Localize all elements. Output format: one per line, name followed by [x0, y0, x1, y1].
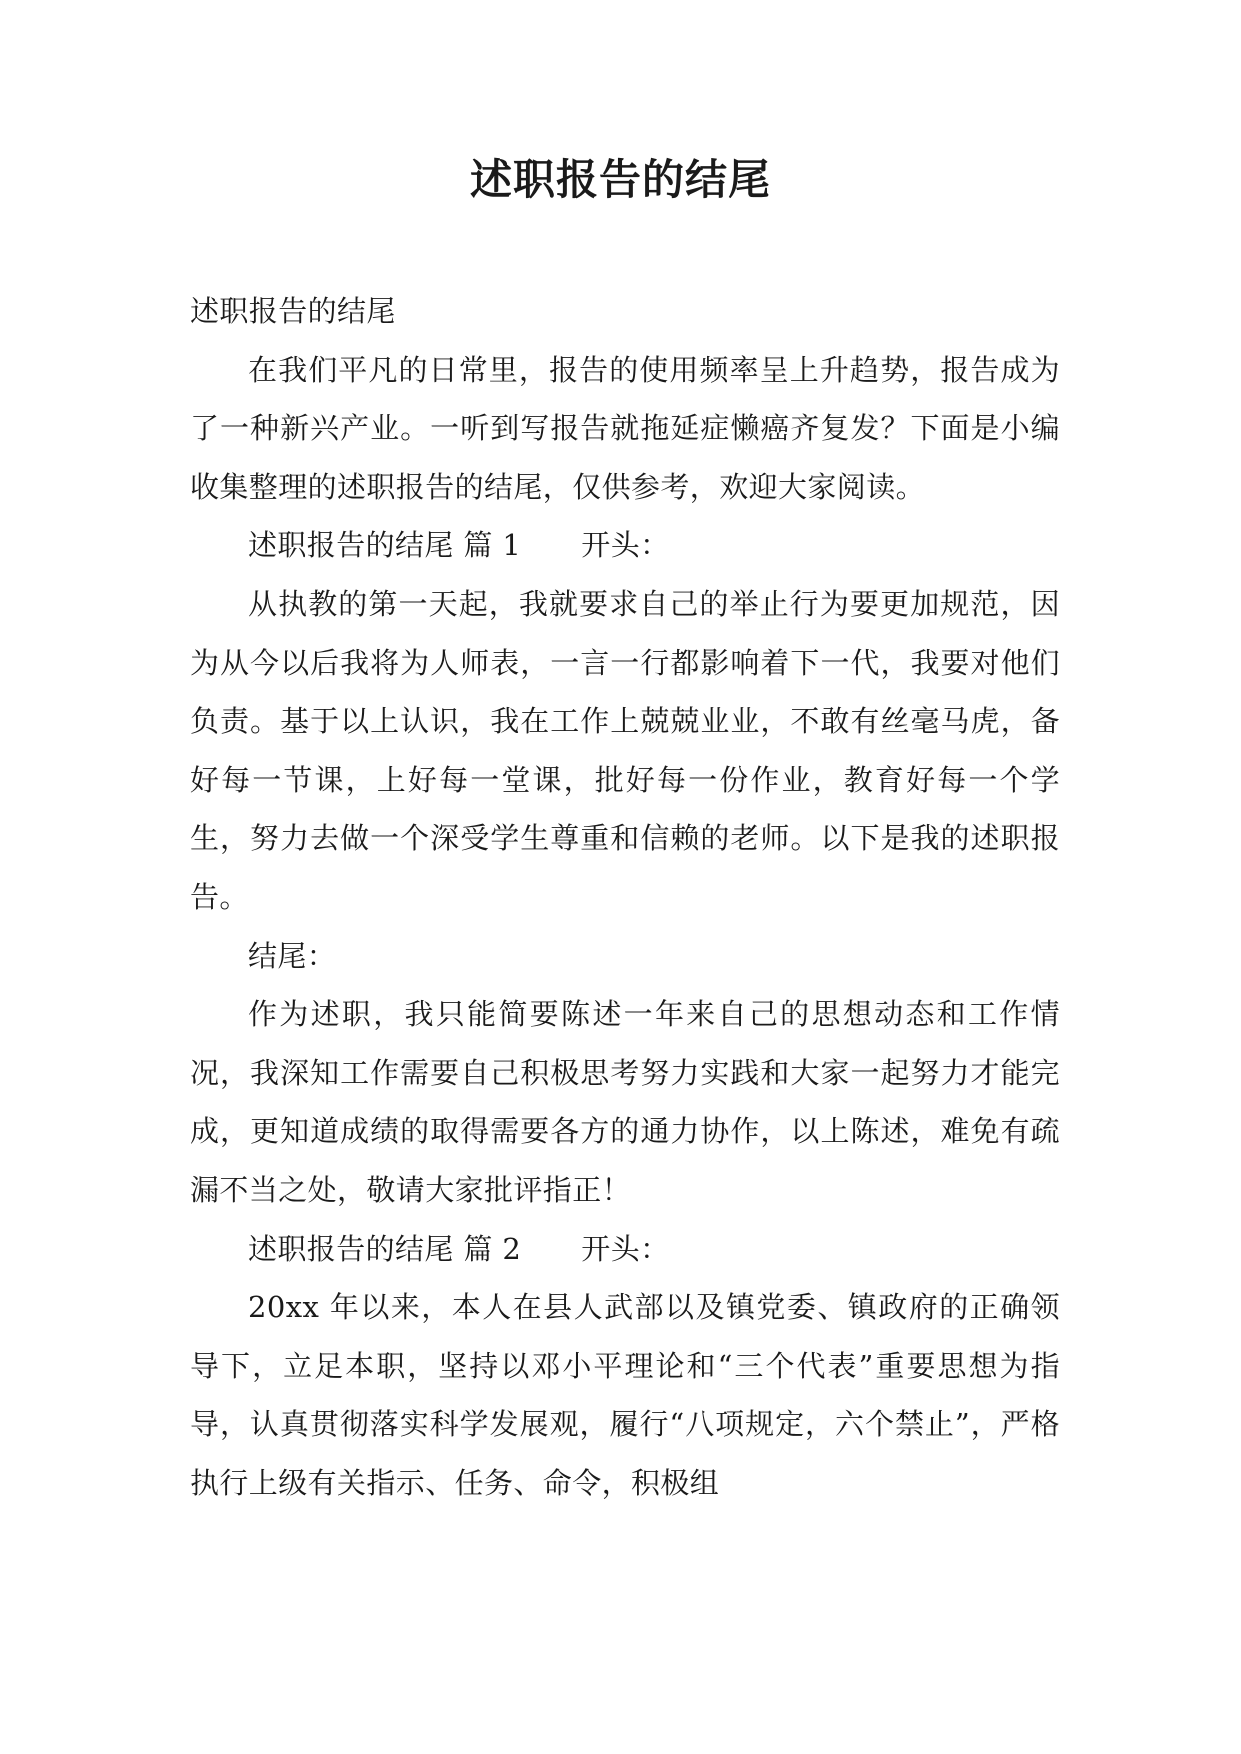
- section-2-heading-line: [190, 1220, 1060, 1279]
- section-1-ending-label: 结尾：: [248, 938, 337, 973]
- intro-paragraph: 在我们平凡的日常里，报告的使用频率呈上升趋势，报告成为了一种新兴产业。一听到写报告就拖延症懒癌齐复发？下面是小编收集整理的述职报告的结尾，仅供参考，欢迎大家阅读。: [190, 352, 1060, 504]
- section-2-heading: 述职报告的结尾 篇 2: [248, 1231, 522, 1266]
- section-1-heading-line: [190, 516, 1060, 575]
- section-2-opening-label: 开头：: [581, 1231, 670, 1266]
- document-body: [190, 282, 1060, 1512]
- section-1-heading: 述职报告的结尾 篇 1: [248, 528, 522, 563]
- section-1-ending-paragraph: 作为述职，我只能简要陈述一年来自己的思想动态和工作情况，我深知工作需要自己积极思考努力实践和大家一起努力才能完成，更知道成绩的取得需要各方的通力协作，以上陈述，难免有疏漏不当之处，敬请大家批评指正！: [190, 997, 1060, 1207]
- subtitle: 述职报告的结尾: [190, 294, 396, 328]
- section-2-opening-paragraph: 20xx 年以来，本人在县人武部以及镇党委、镇政府的正确领导下，立足本职，坚持以邓小平理论和“三个代表”重要思想为指导，认真贯彻落实科学发展观，履行“八项规定，六个禁止”，严格执行上级有关指示、任务、命令，积极组: [190, 1290, 1060, 1500]
- section-1-opening-label: 开头：: [581, 528, 670, 563]
- section-1-opening-paragraph: 从执教的第一天起，我就要求自己的举止行为要更加规范，因为从今以后我将为人师表，一言一行都影响着下一代，我要对他们负责。基于以上认识，我在工作上兢兢业业，不敢有丝毫马虎，备好每一节课，上好每一堂课，批好每一份作业，教育好每一个学生，努力去做一个深受学生尊重和信赖的老师。以下是我的述职报告。: [190, 586, 1060, 914]
- document-title: 述职报告的结尾: [469, 155, 771, 204]
